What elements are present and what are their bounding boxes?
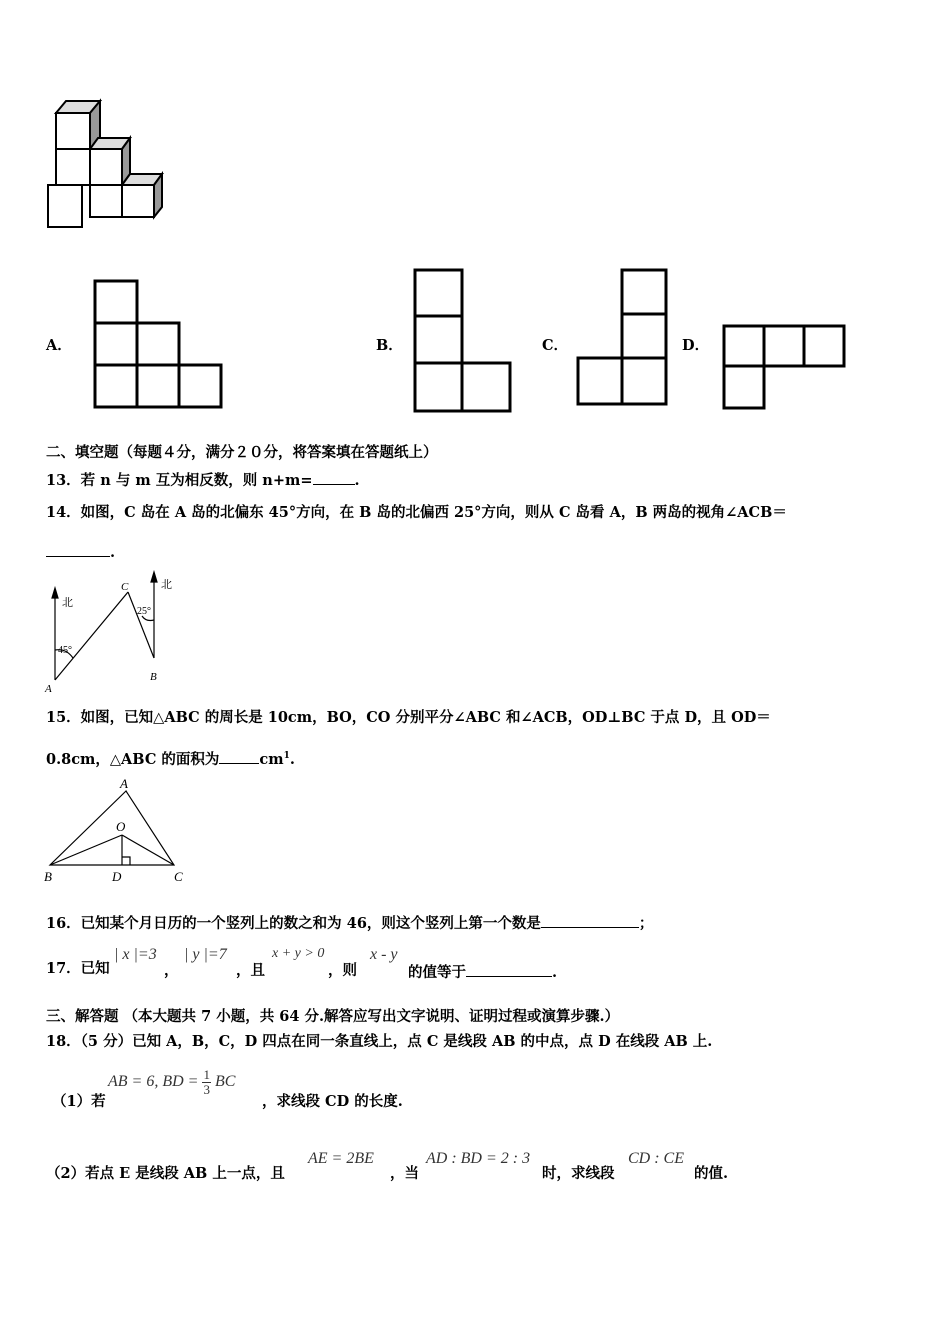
q17-prefix: 17．已知	[46, 960, 110, 977]
q18-part2-math2: AD : BD = 2 : 3	[426, 1150, 531, 1167]
q18-part1-math-text: AB = 6, BD =	[108, 1073, 199, 1091]
q15-figure	[40, 773, 195, 888]
q17-sep3: ，则	[328, 962, 357, 979]
q17-math-diff: x - y	[370, 946, 398, 963]
q18-frac-num: 1	[203, 1067, 210, 1082]
q14-angle-25: 25°	[137, 606, 151, 617]
q17-answer-blank[interactable]	[466, 962, 552, 977]
q15-line1: 15．如图，已知△ABC 的周长是 10cm，BO，CO 分别平分∠ABC 和∠ACB，OD⊥BC 于点 D，且 OD＝	[46, 709, 771, 726]
q18-part2-sep: ，当	[390, 1165, 419, 1182]
q15-point-b: B	[44, 869, 52, 884]
q14-end: .	[110, 544, 116, 561]
q18-frac-den: 3	[203, 1082, 210, 1097]
q15-unit-sup: 1	[283, 751, 290, 761]
q16-text: 16．已知某个月日历的一个竖列上的数之和为 46，则这个竖列上第一个数是	[46, 915, 541, 932]
q17-suffix-text: 的值等于	[408, 964, 466, 981]
q14-angle-45: 45°	[58, 645, 72, 656]
q18-part1-bc: BC	[214, 1073, 236, 1091]
q18-part1-suffix: ，求线段 CD 的长度.	[262, 1093, 403, 1110]
question-16	[46, 913, 653, 933]
option-a-label: A．	[46, 337, 72, 354]
q18-part2-math3: CD : CE	[628, 1150, 684, 1167]
question-13	[46, 470, 360, 490]
option-d-label: D．	[682, 337, 710, 354]
option-b-label: B．	[376, 337, 403, 354]
option-d-figure	[720, 322, 848, 412]
q13-text: 13．若 n 与 m 互为相反数，则 n+m=	[46, 472, 313, 489]
q18-part2-suffix: 的值.	[694, 1165, 729, 1182]
q14-line2	[46, 542, 115, 562]
q15-point-d: D	[112, 869, 122, 884]
q15-line2	[46, 747, 295, 769]
q15-point-c: C	[174, 869, 183, 884]
q18-part1-prefix: （1）若	[52, 1093, 106, 1110]
q14-figure	[40, 570, 180, 695]
q18-part2-math1: AE = 2BE	[308, 1150, 374, 1167]
q17-sep1: ，	[164, 962, 179, 979]
q13-end: .	[354, 472, 360, 489]
option-a-figure	[92, 278, 226, 410]
q15-answer-blank[interactable]	[219, 749, 259, 764]
q17-math-sum: x + y > 0	[272, 946, 325, 961]
q17-math-x: | x |=3	[114, 946, 157, 963]
q18-part2-prefix: （2）若点 E 是线段 AB 上一点，且	[46, 1165, 285, 1182]
q16-end: ；	[638, 915, 654, 932]
q14-point-b: B	[150, 671, 157, 683]
section-2-title: 二、填空题（每题４分，满分２０分，将答案填在答题纸上）	[46, 444, 438, 461]
q15-point-a: A	[120, 776, 128, 791]
q14-point-c: C	[121, 581, 129, 593]
section-3-title: 三、解答题 （本大题共 7 小题，共 64 分.解答应写出文字说明、证明过程或演算步骤.）	[46, 1008, 620, 1025]
q18-part1-fraction	[202, 1068, 211, 1097]
q15-end: .	[289, 750, 295, 768]
q16-answer-blank[interactable]	[541, 913, 639, 928]
q18-text: 18．（5 分）已知 A，B，C，D 四点在同一条直线上，点 C 是线段 AB 的中点，点 D 在线段 AB 上.	[46, 1033, 713, 1050]
q14-north-b: 北	[161, 579, 172, 591]
q15-unit: cm	[259, 750, 284, 768]
q17-math-y: | y |=7	[184, 946, 227, 963]
q14-answer-blank[interactable]	[46, 542, 110, 557]
q14-north-a: 北	[62, 597, 73, 609]
q14-point-a: A	[45, 683, 52, 695]
q15-line2-a: 0.8cm，△ABC 的面积为	[46, 750, 220, 768]
q18-part1-math	[108, 1068, 235, 1097]
q13-answer-blank[interactable]	[313, 470, 355, 485]
q15-point-o: O	[116, 819, 126, 834]
option-c-figure	[574, 267, 670, 409]
q18-part2-mid: 时，求线段	[542, 1165, 615, 1182]
q17-end: .	[552, 964, 558, 981]
q17-sep2: ，且	[236, 962, 265, 979]
q17-suffix	[408, 962, 557, 982]
option-c-label: C．	[542, 337, 569, 354]
q14-line1: 14．如图，C 岛在 A 岛的北偏东 45°方向，在 B 岛的北偏西 25°方向，则从 C 岛看 A，B 两岛的视角∠ACB＝	[46, 504, 787, 521]
option-b-figure	[412, 267, 514, 415]
cube-stack-figure	[40, 95, 170, 240]
